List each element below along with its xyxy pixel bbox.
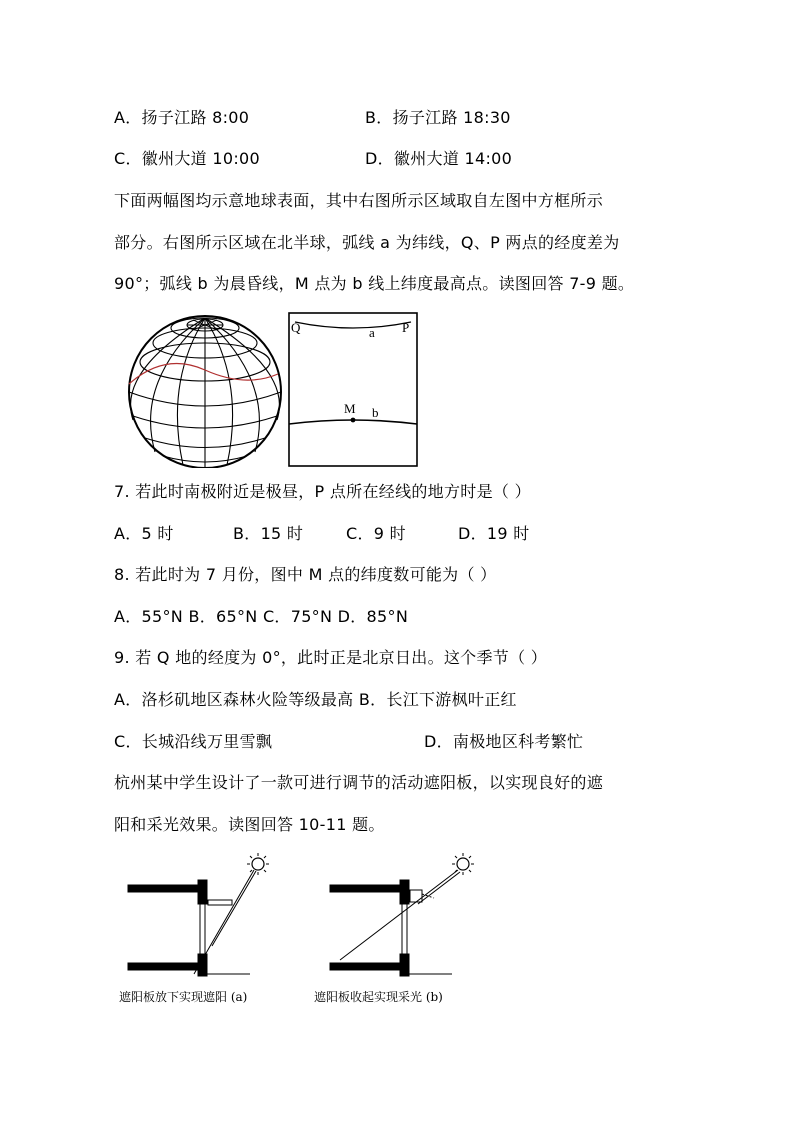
q6-option-c: C．徽州大道 10:00 [114, 149, 260, 168]
intro-7-9-line-2: 部分。右图所示区域在北半球，弧线 a 为纬线，Q、P 两点的经度差为 [114, 233, 620, 252]
sunshade-diagram-b [330, 853, 474, 976]
q9-options-ab: A．洛杉矶地区森林火险等级最高 B．长江下游枫叶正红 [114, 690, 517, 709]
label-q: Q [291, 320, 301, 335]
figure-sunshade [118, 850, 488, 980]
q6-option-a: A．扬子江路 8:00 [114, 108, 250, 127]
q6-option-row-2 [114, 149, 260, 169]
sunshade-svg [118, 850, 488, 980]
sunshade-diagram-a [128, 853, 269, 976]
figure-globe-and-region [125, 312, 425, 468]
intro-7-9-line-1: 下面两幅图均示意地球表面，其中右图所示区域取自左图中方框所示 [114, 191, 604, 210]
q9-stem: 9. 若 Q 地的经度为 0°，此时正是北京日出。这个季节（ ） [114, 648, 548, 667]
q7-option-d: D．19 时 [458, 524, 530, 543]
label-m: M [344, 401, 356, 416]
q7-option-b: B．15 时 [233, 524, 304, 543]
label-p: P [402, 320, 410, 335]
q7-options [114, 524, 174, 544]
q7-option-c: C．9 时 [346, 524, 406, 543]
q6-option-row-1 [114, 108, 249, 128]
q8-options: A．55°N B．65°N C．75°N D．85°N [114, 607, 409, 626]
caption-b: 遮阳板收起实现采光 (b) [314, 990, 443, 1004]
q6-option-d-wrap [365, 149, 512, 169]
q7-option-c-wrap [346, 524, 406, 544]
caption-a: 遮阳板放下实现遮阳 (a) [119, 990, 248, 1004]
q9-option-d: D．南极地区科考繁忙 [424, 732, 584, 751]
label-b: b [372, 405, 379, 420]
intro-10-11-line-2: 阳和采光效果。读图回答 10-11 题。 [114, 815, 385, 834]
q9-option-c: C．长城沿线万里雪飘 [114, 732, 273, 751]
region-box-drawing [289, 313, 417, 466]
q6-option-b-wrap [365, 108, 511, 128]
q7-option-a: A．5 时 [114, 524, 174, 543]
q7-option-d-wrap [458, 524, 530, 544]
q6-option-b: B．扬子江路 18:30 [365, 108, 511, 127]
q7-stem: 7. 若此时南极附近是极昼，P 点所在经线的地方时是（ ） [114, 482, 531, 501]
intro-7-9-line-3: 90°；弧线 b 为晨昏线，M 点为 b 线上纬度最高点。读图回答 7-9 题。 [114, 274, 635, 293]
label-a: a [369, 325, 375, 340]
globe-drawing [129, 316, 281, 468]
intro-10-11-line-1: 杭州某中学生设计了一款可进行调节的活动遮阳板，以实现良好的遮 [114, 773, 604, 792]
figure-globe-svg [125, 312, 425, 468]
q6-option-d: D．徽州大道 14:00 [365, 149, 513, 168]
q7-option-b-wrap [233, 524, 303, 544]
q8-stem: 8. 若此时为 7 月份，图中 M 点的纬度数可能为（ ） [114, 565, 497, 584]
